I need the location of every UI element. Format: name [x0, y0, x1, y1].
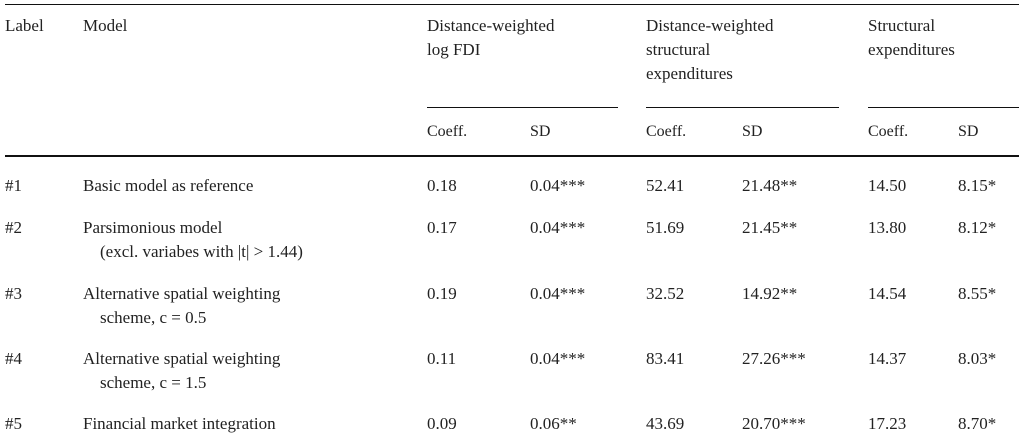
row5-coeff1: 0.09: [427, 414, 457, 433]
row5-coeff2: 43.69: [646, 414, 685, 433]
row3-sd2: 14.92**: [742, 284, 798, 303]
row2-coeff1: 0.17: [427, 218, 457, 237]
header-bottom-rule: [5, 155, 1019, 157]
group1-rule: [427, 107, 618, 108]
row3-sd1: 0.04***: [530, 284, 586, 303]
row4-coeff2: 83.41: [646, 349, 685, 368]
top-rule: [5, 4, 1019, 5]
row1-model: Basic model as reference: [83, 176, 254, 195]
subheader-coeff-3: Coeff.: [868, 123, 909, 140]
row2-sd1: 0.04***: [530, 218, 586, 237]
row2-coeff3: 13.80: [868, 218, 907, 237]
row3-coeff3: 14.54: [868, 284, 907, 303]
row5-label: #5: [5, 414, 22, 433]
row4-coeff3: 14.37: [868, 349, 907, 368]
header-label: Label: [5, 16, 44, 35]
row3-coeff1: 0.19: [427, 284, 457, 303]
row3-label: #3: [5, 284, 22, 303]
header-group3-line2: expenditures: [868, 40, 955, 59]
row1-sd3: 8.15*: [958, 176, 997, 195]
subheader-coeff-2: Coeff.: [646, 123, 687, 140]
header-group2-line2: structural: [646, 40, 711, 59]
row5-sd1: 0.06**: [530, 414, 577, 433]
row4-sd1: 0.04***: [530, 349, 586, 368]
subheader-sd-2: SD: [742, 123, 763, 140]
subheader-coeff-1: Coeff.: [427, 123, 468, 140]
row2-sd2: 21.45**: [742, 218, 798, 237]
row5-coeff3: 17.23: [868, 414, 907, 433]
row2-sd3: 8.12*: [958, 218, 997, 237]
row2-label: #2: [5, 218, 22, 237]
row4-model-line2: scheme, c = 1.5: [100, 373, 207, 392]
row4-sd3: 8.03*: [958, 349, 997, 368]
row1-coeff3: 14.50: [868, 176, 907, 195]
header-model: Model: [83, 16, 128, 35]
row4-label: #4: [5, 349, 22, 368]
row2-coeff2: 51.69: [646, 218, 685, 237]
row5-model: Financial market integration: [83, 414, 276, 433]
row1-coeff1: 0.18: [427, 176, 457, 195]
row1-coeff2: 52.41: [646, 176, 685, 195]
row4-model-line1: Alternative spatial weighting: [83, 349, 281, 368]
row4-coeff1: 0.11: [427, 349, 457, 368]
header-group1-line1: Distance-weighted: [427, 16, 555, 35]
header-group1-line2: log FDI: [427, 40, 481, 59]
row5-sd2: 20.70***: [742, 414, 806, 433]
group2-rule: [646, 107, 839, 108]
row3-sd3: 8.55*: [958, 284, 997, 303]
row3-model-line2: scheme, c = 0.5: [100, 308, 207, 327]
subheader-sd-3: SD: [958, 123, 979, 140]
row3-model-line1: Alternative spatial weighting: [83, 284, 281, 303]
row4-sd2: 27.26***: [742, 349, 806, 368]
header-group2-line1: Distance-weighted: [646, 16, 774, 35]
row1-sd1: 0.04***: [530, 176, 586, 195]
row2-model-line2: (excl. variabes with |t| > 1.44): [100, 242, 303, 261]
header-group3-line1: Structural: [868, 16, 936, 35]
subheader-sd-1: SD: [530, 123, 551, 140]
row5-sd3: 8.70*: [958, 414, 997, 433]
row3-coeff2: 32.52: [646, 284, 685, 303]
row1-label: #1: [5, 176, 22, 195]
header-group2-line3: expenditures: [646, 64, 733, 83]
row2-model-line1: Parsimonious model: [83, 218, 223, 237]
row1-sd2: 21.48**: [742, 176, 798, 195]
group3-rule: [868, 107, 1019, 108]
